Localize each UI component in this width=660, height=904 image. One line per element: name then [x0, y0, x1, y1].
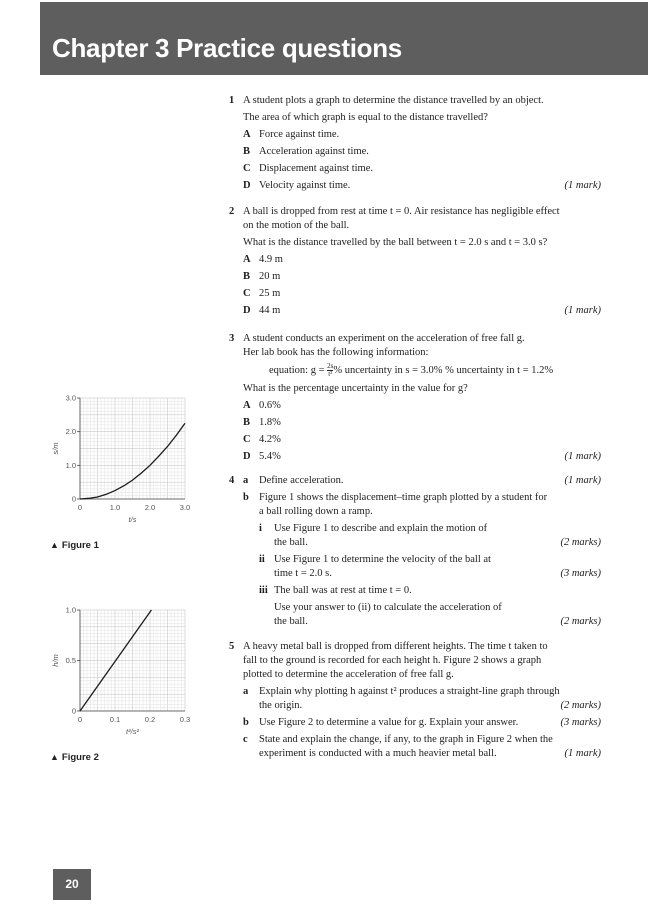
- option-text: 20 m: [259, 271, 281, 282]
- x-axis-label: t²/s²: [126, 727, 139, 736]
- x-tick-label: 2.0: [144, 503, 156, 512]
- subpart-text: the ball.: [274, 537, 308, 548]
- part-letter: a: [243, 686, 249, 697]
- subpart-text: time t = 2.0 s.: [274, 568, 332, 579]
- question-4: [229, 474, 601, 632]
- part-text: a ball rolling down a ramp.: [259, 506, 373, 517]
- option-text: 1.8%: [259, 417, 281, 428]
- question-text: A student plots a graph to determine the distance travelled by an object.: [243, 95, 544, 106]
- part-letter: c: [243, 734, 248, 745]
- option-letter: A: [243, 400, 251, 411]
- part-text: Use Figure 2 to determine a value for g. Explain your answer.: [259, 717, 519, 728]
- option-letter: C: [243, 288, 251, 299]
- figure-2-chart: [40, 600, 210, 748]
- option-text: 0.6%: [259, 400, 281, 411]
- x-tick-label: 3.0: [179, 503, 191, 512]
- question-3: [229, 332, 601, 467]
- subpart-label: iii: [259, 585, 268, 596]
- marks-label: (3 marks): [560, 717, 601, 728]
- y-axis-label: s/m: [51, 442, 60, 455]
- part-letter: a: [243, 475, 249, 486]
- chapter-header: [40, 2, 648, 75]
- y-tick-label: 0.5: [65, 656, 76, 665]
- question-number: 5: [229, 641, 235, 652]
- subpart-label: ii: [259, 554, 265, 565]
- figure-2-caption: [50, 752, 99, 763]
- page-title: Chapter 3 Practice questions: [52, 33, 402, 63]
- option-text: 5.4%: [259, 451, 281, 462]
- option-text: Force against time.: [259, 129, 340, 140]
- option-letter: D: [243, 180, 251, 191]
- question-text: fall to the ground is recorded for each height h. Figure 2 shows a graph: [243, 655, 542, 666]
- part-text: Define acceleration.: [259, 475, 344, 486]
- option-text: Acceleration against time.: [259, 146, 369, 157]
- marks-label: (1 mark): [564, 748, 601, 759]
- option-text: 44 m: [259, 305, 281, 316]
- part-text: Figure 1 shows the displacement–time graph plotted by a student for: [259, 492, 548, 503]
- equation: [269, 363, 553, 378]
- x-axis-label: t/s: [128, 515, 137, 524]
- option-letter: C: [243, 434, 251, 445]
- page-number: 20: [53, 869, 91, 900]
- x-tick-label: 0.3: [179, 715, 191, 724]
- x-tick-label: 0: [77, 715, 83, 724]
- option-letter: C: [243, 163, 251, 174]
- part-letter: b: [243, 717, 249, 728]
- x-tick-label: 0.2: [144, 715, 156, 724]
- marks-label: (1 mark): [564, 305, 601, 316]
- marks-label: (1 mark): [564, 451, 601, 462]
- part-text: the origin.: [259, 700, 303, 711]
- y-tick-label: 2.0: [65, 427, 76, 437]
- option-letter: B: [243, 146, 251, 157]
- question-number: 1: [229, 95, 235, 106]
- y-tick-label: 0: [71, 706, 76, 716]
- option-letter: A: [243, 254, 251, 265]
- fraction-numerator: 2s: [327, 362, 334, 370]
- figure-caption-text: Figure 1: [61, 540, 99, 551]
- subpart-text: The ball was at rest at time t = 0.: [274, 585, 412, 596]
- figure-1-caption: [50, 540, 99, 551]
- option-letter: A: [243, 129, 251, 140]
- question-2: [229, 205, 601, 321]
- question-text: What is the distance travelled by the ball between t = 2.0 s and t = 3.0 s?: [243, 237, 548, 248]
- chart-grid: [80, 610, 185, 711]
- option-letter: D: [243, 451, 251, 462]
- marks-label: (1 mark): [564, 180, 601, 191]
- part-text: Explain why plotting h against t² produces a straight-line graph through: [259, 686, 560, 697]
- option-letter: B: [243, 271, 251, 282]
- subpart-text: Use Figure 1 to describe and explain the motion of: [274, 523, 488, 534]
- equation-label: equation: g =: [269, 364, 325, 376]
- marks-label: (2 marks): [560, 537, 601, 548]
- question-text: What is the percentage uncertainty in the value for g?: [243, 383, 468, 394]
- figure-caption-text: Figure 2: [61, 752, 99, 763]
- triangle-icon: ▲: [50, 540, 59, 550]
- option-text: Displacement against time.: [259, 163, 374, 174]
- chart-grid: [80, 398, 185, 499]
- option-text: 4.2%: [259, 434, 281, 445]
- y-tick-label: 0: [71, 494, 76, 504]
- fraction-denominator: t²: [328, 370, 333, 378]
- option-text: 25 m: [259, 288, 281, 299]
- triangle-icon: ▲: [50, 752, 59, 762]
- question-5: [229, 640, 601, 764]
- x-tick-label: 0: [77, 503, 83, 512]
- question-text: The area of which graph is equal to the distance travelled?: [243, 112, 488, 123]
- y-tick-label: 1.0: [65, 605, 76, 615]
- question-text: A ball is dropped from rest at time t = 0. Air resistance has negligible effect: [243, 206, 560, 217]
- option-letter: B: [243, 417, 251, 428]
- subpart-text: Use your answer to (ii) to calculate the acceleration of: [274, 602, 502, 613]
- question-1: [229, 94, 601, 196]
- option-text: 4.9 m: [259, 254, 283, 265]
- question-text: plotted to determine the acceleration of free fall g.: [243, 669, 454, 680]
- part-text: State and explain the change, if any, to the graph in Figure 2 when the: [259, 734, 553, 745]
- marks-label: (3 marks): [560, 568, 601, 579]
- option-text: Velocity against time.: [259, 180, 351, 191]
- part-letter: b: [243, 492, 249, 503]
- x-tick-label: 1.0: [109, 503, 121, 512]
- subpart-label: i: [259, 523, 262, 534]
- option-letter: D: [243, 305, 251, 316]
- figure-1-chart: [40, 388, 210, 536]
- subpart-text: the ball.: [274, 616, 308, 627]
- question-text: Her lab book has the following information:: [243, 347, 429, 358]
- subpart-text: Use Figure 1 to determine the velocity of the ball at: [274, 554, 491, 565]
- question-text: A student conducts an experiment on the acceleration of free fall g.: [243, 333, 525, 344]
- question-text: on the motion of the ball.: [243, 220, 350, 231]
- question-text: A heavy metal ball is dropped from different heights. The time t taken to: [243, 641, 548, 652]
- question-number: 3: [229, 333, 235, 344]
- y-tick-label: 1.0: [65, 460, 76, 470]
- y-tick-label: 3.0: [65, 393, 76, 403]
- y-axis-label: h/m: [51, 654, 60, 667]
- x-tick-label: 0.1: [109, 715, 121, 724]
- question-number: 4: [229, 475, 235, 486]
- equation-uncertainties: % uncertainty in s = 3.0% % uncertainty in t = 1.2%: [333, 364, 554, 376]
- marks-label: (2 marks): [560, 616, 601, 627]
- part-text: experiment is conducted with a much heavier metal ball.: [259, 748, 497, 759]
- marks-label: (1 mark): [564, 475, 601, 486]
- marks-label: (2 marks): [560, 700, 601, 711]
- question-number: 2: [229, 206, 235, 217]
